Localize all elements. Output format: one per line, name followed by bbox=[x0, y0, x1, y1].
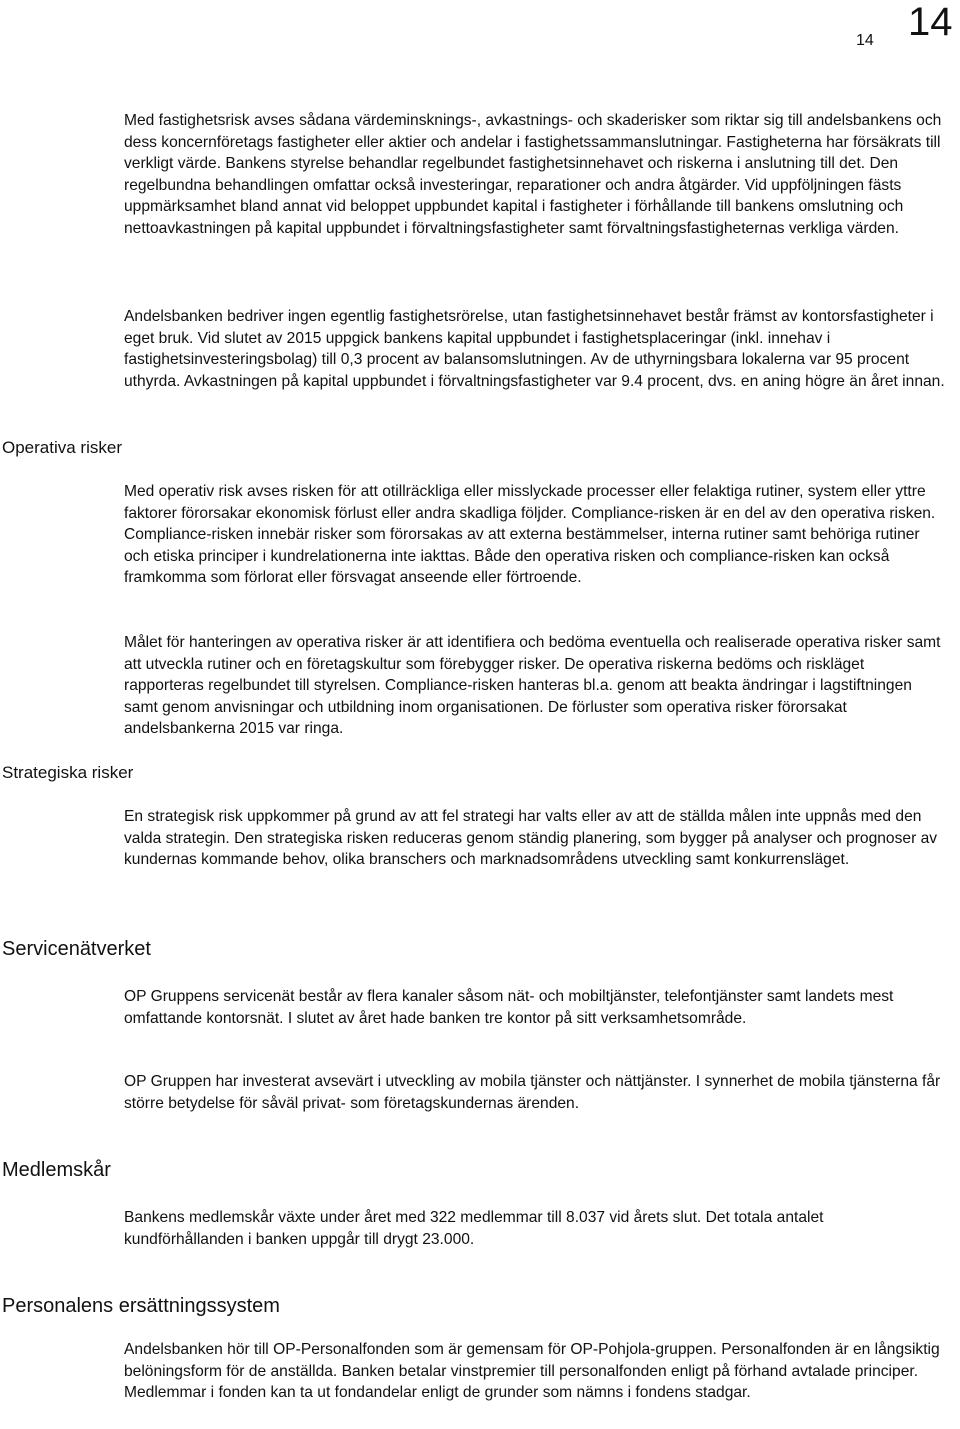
paragraph-operativ-risk-definition: Med operativ risk avses risken för att otillräckliga eller misslyckade processer eller felaktiga rutiner, system eller yttre faktorer förorsakar ekonomisk förlust eller andra skadliga följder. Compliance-risken är en del av den operativa risken. Compliance-risken innebär risker som förorsakas av att externa bestämmelser, interna rutiner samt behöriga rutiner och etiska principer i kundrelationerna inte iakttas. Både den operativa risken och compliance-risken kan också framkomma som förlorat eller försvagat anseende eller förtroende. bbox=[124, 483, 936, 587]
paragraph-fastighetsrisk: Med fastighetsrisk avses sådana värdeminsknings-, avkastnings- och skaderisker som riktar sig till andelsbankens och dess koncernföretags fastigheter eller aktier och andelar i fastighetssammanslutningar. Fastigheterna har försäkrats till verkligt värde. Bankens styrelse behandlar regelbundet fastighetsinnehavet och riskerna i anslutning till det. Den regelbundna behandlingen omfattar också investeringar, reparationer och andra åtgärder. Vid uppföljningen fästs uppmärksamhet bland annat vid beloppet uppbundet kapital i fastigheter i förhållande till bankens omslutning och nettoavkastningen på kapital uppbundet i förvaltningsfastigheter samt förvaltningsfastigheternas verkliga värden. bbox=[124, 112, 942, 237]
heading-operativa-risker: Operativa risker bbox=[2, 438, 122, 457]
heading-medlemskar: Medlemskår bbox=[2, 1159, 111, 1181]
paragraph-strategisk-risk: En strategisk risk uppkommer på grund av att fel strategi har valts eller av att de ställda målen inte uppnås med den valda strategin. Den strategiska risken reduceras genom ständig planering, som bygger på analyser och prognoser av kundernas kommande behov, olika branschers och marknadsområdens utveckling samt konkurrensläget. bbox=[124, 808, 938, 869]
paragraph-servicenat-mobil: OP Gruppen har investerat avsevärt i utveckling av mobila tjänster och nättjänster. I synnerhet de mobila tjänsterna får större betydelse för såväl privat- som företagskundernas ärenden. bbox=[124, 1073, 941, 1112]
heading-strategiska-risker: Strategiska risker bbox=[2, 763, 134, 782]
paragraph-servicenat-kanaler: OP Gruppens servicenät består av flera kanaler såsom nät- och mobiltjänster, telefontjänster samt landets mest omfattande kontorsnät. I slutet av året hade banken tre kontor på sitt verksamhetsområde. bbox=[124, 988, 894, 1027]
paragraph-operativ-risk-hantering: Målet för hanteringen av operativa risker är att identifiera och bedöma eventuella och realiserade operativa risker samt att utveckla rutiner och en företagskultur som förebygger risker. De operativa riskerna bedöms och riskläget rapporteras regelbundet till styrelsen. Compliance-risken hanteras bl.a. genom att beakta ändringar i lagstiftningen samt genom anvisningar och utbildning inom organisationen. De förluster som operativa risker förorsakat andelsbankerna 2015 var ringa. bbox=[124, 634, 941, 738]
paragraph-personalfonden: Andelsbanken hör till OP-Personalfonden som är gemensam för OP-Pohjola-gruppen. Personalfonden är en långsiktig belöningsform för de anställda. Banken betalar vinstpremier till personalfonden enligt på förhand avtalade principer. Medlemmar i fonden kan ta ut fondandelar enligt de grunder som nämns i fondens stadgar. bbox=[124, 1341, 940, 1402]
paragraph-andelsbanken-fastighet: Andelsbanken bedriver ingen egentlig fastighetsrörelse, utan fastighetsinnehavet består främst av kontorsfastigheter i eget bruk. Vid slutet av 2015 uppgick bankens kapital uppbundet i fastighetsplaceringar (inkl. innehav i fastighetsinvesteringsbolag) till 0,3 procent av balansomslutningen. Av de uthyrningsbara lokalerna var 95 procent uthyrda. Avkastningen på kapital uppbundet i förvaltningsfastigheter var 9.4 procent, dvs. en aning högre än året innan. bbox=[124, 308, 945, 390]
paragraph-medlemskar: Bankens medlemskår växte under året med 322 medlemmar till 8.037 vid årets slut. Det totala antalet kundförhållanden i banken uppgår till drygt 23.000. bbox=[124, 1209, 824, 1248]
heading-servicenatverket: Servicenätverket bbox=[2, 938, 151, 960]
page-number-large: 14 bbox=[908, 0, 953, 44]
heading-personalens-ersattningssystem: Personalens ersättningssystem bbox=[2, 1295, 280, 1317]
page-number-small: 14 bbox=[856, 32, 874, 49]
